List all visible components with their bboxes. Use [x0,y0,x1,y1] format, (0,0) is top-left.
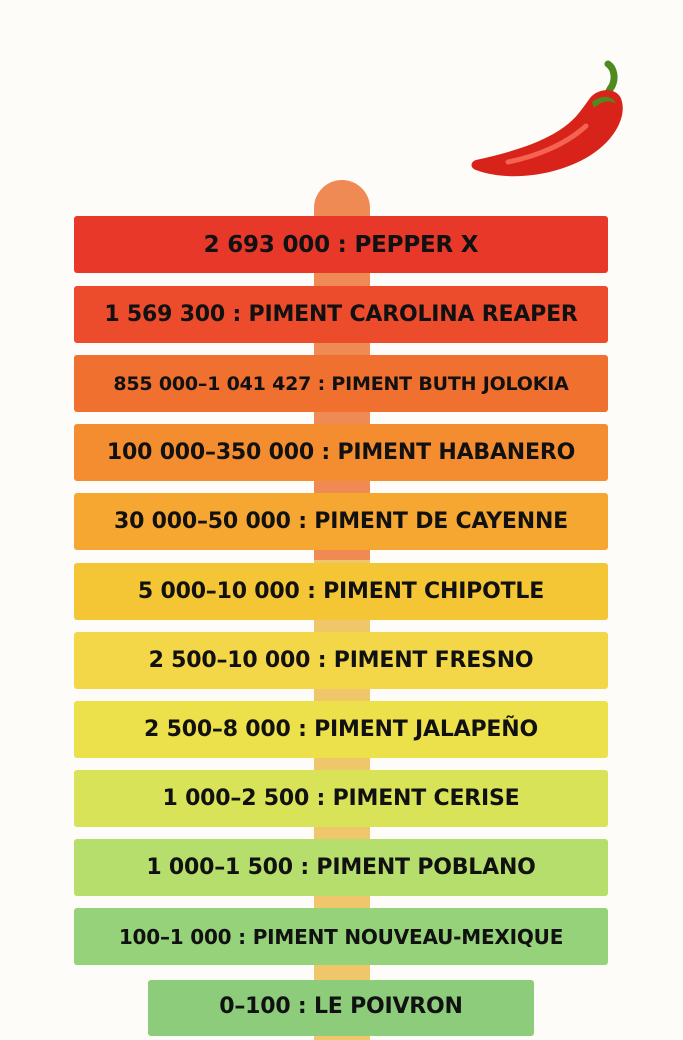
level-nouveau-mexique [74,908,608,965]
level-buth-jolokia [74,355,608,412]
level-label: 5 000–10 000 : PIMENT CHIPOTLE [137,579,545,604]
level-label: 2 693 000 : PEPPER X [203,231,479,258]
level-carolina-reaper [74,286,608,343]
level-cerise [74,770,608,827]
level-poblano [74,839,608,896]
level-label: 1 569 300 : PIMENT CAROLINA REAPER [104,302,578,327]
level-label: 1 000–2 500 : PIMENT CERISE [162,786,520,811]
level-jalapeno [74,701,608,758]
level-label: 2 500–10 000 : PIMENT FRESNO [148,648,534,673]
level-chipotle [74,563,608,620]
level-label: 30 000–50 000 : PIMENT DE CAYENNE [113,509,569,534]
level-cayenne [74,493,608,550]
level-label: 855 000–1 041 427 : PIMENT BUTH JOLOKIA [113,372,569,395]
level-label: 1 000–1 500 : PIMENT POBLANO [146,855,536,880]
level-label: 0–100 : LE POIVRON [219,994,463,1019]
level-pepper-x [74,216,608,273]
level-label: 2 500–8 000 : PIMENT JALAPEÑO [144,717,538,742]
chili-pepper-icon [468,58,630,184]
level-poivron [148,980,534,1036]
level-label: 100 000–350 000 : PIMENT HABANERO [106,440,576,465]
level-label: 100–1 000 : PIMENT NOUVEAU-MEXIQUE [118,924,564,949]
level-fresno [74,632,608,689]
level-habanero [74,424,608,481]
